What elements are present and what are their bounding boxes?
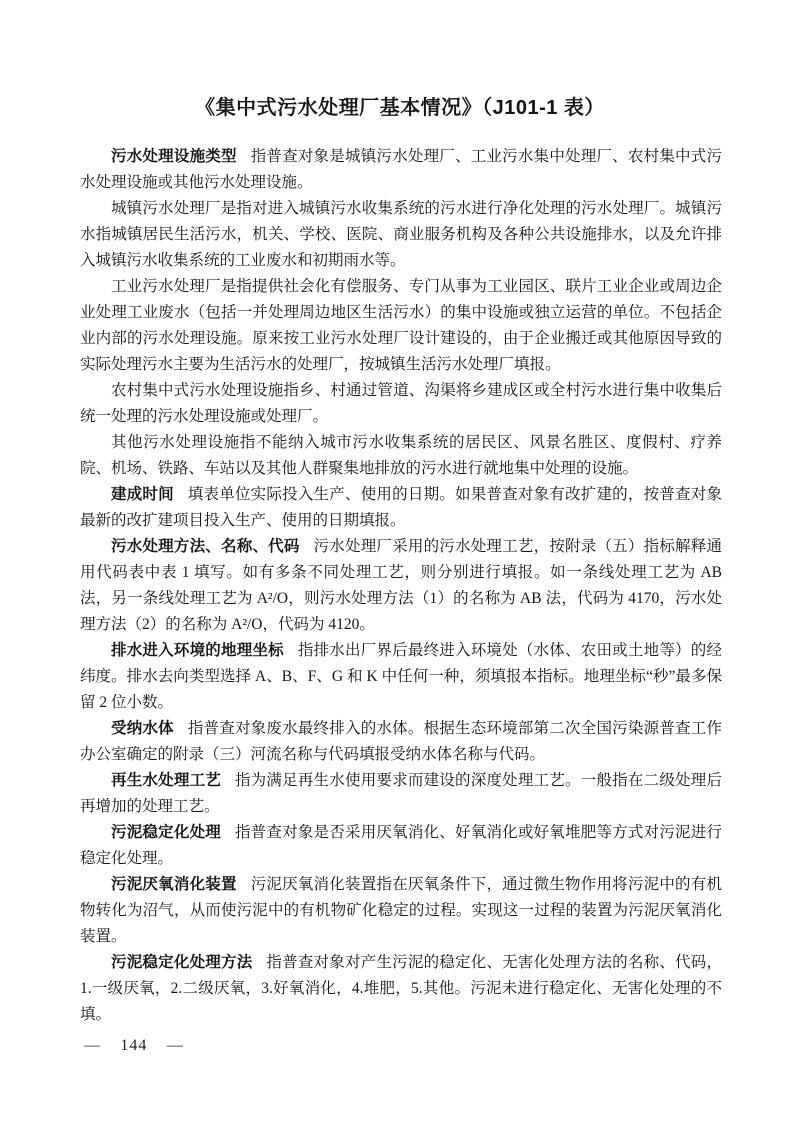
- paragraph: [80, 378, 722, 430]
- paragraph: [80, 820, 722, 872]
- paragraph-term: 污泥稳定化处理: [111, 824, 222, 841]
- paragraph-text: 城镇污水处理厂是指对进入城镇污水收集系统的污水进行净化处理的污水处理厂。城镇污水指城镇居民生活污水，机关、学校、医院、商业服务机构及各种公共设施排水，以及允许排入城镇污水收集系统的工业废水和初期雨水等。: [80, 200, 722, 269]
- paragraph-text: 指普查对象是城镇污水处理厂、工业污水集中处理厂、农村集中式污水处理设施或其他污水处理设施。: [80, 148, 722, 191]
- paragraph-text: 其他污水处理设施指不能纳入城市污水收集系统的居民区、风景名胜区、度假村、疗养院、机场、铁路、车站以及其他人群聚集地排放的污水进行就地集中处理的设施。: [80, 434, 722, 477]
- paragraph: [80, 638, 722, 716]
- paragraph-term: 污水处理方法、名称、代码: [111, 538, 300, 555]
- paragraph-text: 指排水出厂界后最终进入环境处（水体、农田或土地等）的经纬度。排水去向类型选择 A、B、F、G 和 K 中任何一种，须填报本指标。地理坐标“秒”最多保留 2 位小数。: [80, 642, 722, 711]
- paragraph-text: 填表单位实际投入生产、使用的日期。如果普查对象有改扩建的，按普查对象最新的改扩建项目投入生产、使用的日期填报。: [80, 486, 722, 529]
- paragraph: [80, 196, 722, 274]
- paragraph: [80, 872, 722, 950]
- paragraph: [80, 950, 722, 1028]
- paragraph: [80, 716, 722, 768]
- paragraph-text: 指普查对象对产生污泥的稳定化、无害化处理方法的名称、代码，1.一级厌氧，2.二级厌氧，3.好氧消化，4.堆肥，5.其他。污泥未进行稳定化、无害化处理的不填。: [80, 954, 722, 1023]
- paragraph-text: 农村集中式污水处理设施指乡、村通过管道、沟渠将乡建成区或全村污水进行集中收集后统一处理的污水处理设施或处理厂。: [80, 382, 722, 425]
- paragraph: [80, 430, 722, 482]
- paragraph-text: 指普查对象是否采用厌氧消化、好氧消化或好氧堆肥等方式对污泥进行稳定化处理。: [80, 824, 722, 867]
- paragraph-text: 污泥厌氧消化装置指在厌氧条件下，通过微生物作用将污泥中的有机物转化为沼气，从而使污泥中的有机物矿化稳定的过程。实现这一过程的装置为污泥厌氧消化装置。: [80, 876, 722, 945]
- paragraph-text: 污水处理厂采用的污水处理工艺，按附录（五）指标解释通用代码表中表 1 填写。如有多条不同处理工艺，则分别进行填报。如一条线处理工艺为 AB 法，另一条线处理工艺为 A²/O，则污水处理方法（1）的名称为 AB 法，代码为 4170，污水处理方法（2）的名称为 A²/O，代码为 4120。: [80, 538, 722, 633]
- paragraph-text: 工业污水处理厂是指提供社会化有偿服务、专门从事为工业园区、联片工业企业或周边企业处理工业废水（包括一并处理周边地区生活污水）的集中设施或独立运营的单位。不包括企业内部的污水处理设施。原来按工业污水处理厂设计建设的，由于企业搬迁或其他原因导致的实际处理污水主要为生活污水的处理厂，按城镇生活污水处理厂填报。: [80, 278, 722, 373]
- paragraph: [80, 274, 722, 378]
- document-title: 《集中式污水处理厂基本情况》（J101-1 表）: [195, 97, 605, 119]
- paragraph-term: 污水处理设施类型: [111, 148, 237, 165]
- page-number: — 144 —: [84, 1037, 184, 1054]
- paragraph-text: 指为满足再生水使用要求而建设的深度处理工艺。一般指在二级处理后再增加的处理工艺。: [80, 772, 722, 815]
- paragraph-term: 排水进入环境的地理坐标: [111, 642, 284, 659]
- page-footer: [84, 1037, 184, 1055]
- paragraph-term: 建成时间: [111, 486, 174, 503]
- document-body: [80, 144, 722, 1028]
- paragraph-term: 污泥稳定化处理方法: [111, 954, 253, 971]
- paragraph-text: 指普查对象废水最终排入的水体。根据生态环境部第二次全国污染源普查工作办公室确定的附录（三）河流名称与代码填报受纳水体名称与代码。: [80, 720, 722, 763]
- paragraph: [80, 144, 722, 196]
- paragraph-term: 污泥厌氧消化装置: [111, 876, 237, 893]
- paragraph-term: 受纳水体: [111, 720, 174, 737]
- paragraph: [80, 768, 722, 820]
- paragraph-term: 再生水处理工艺: [111, 772, 222, 789]
- paragraph: [80, 534, 722, 638]
- paragraph: [80, 482, 722, 534]
